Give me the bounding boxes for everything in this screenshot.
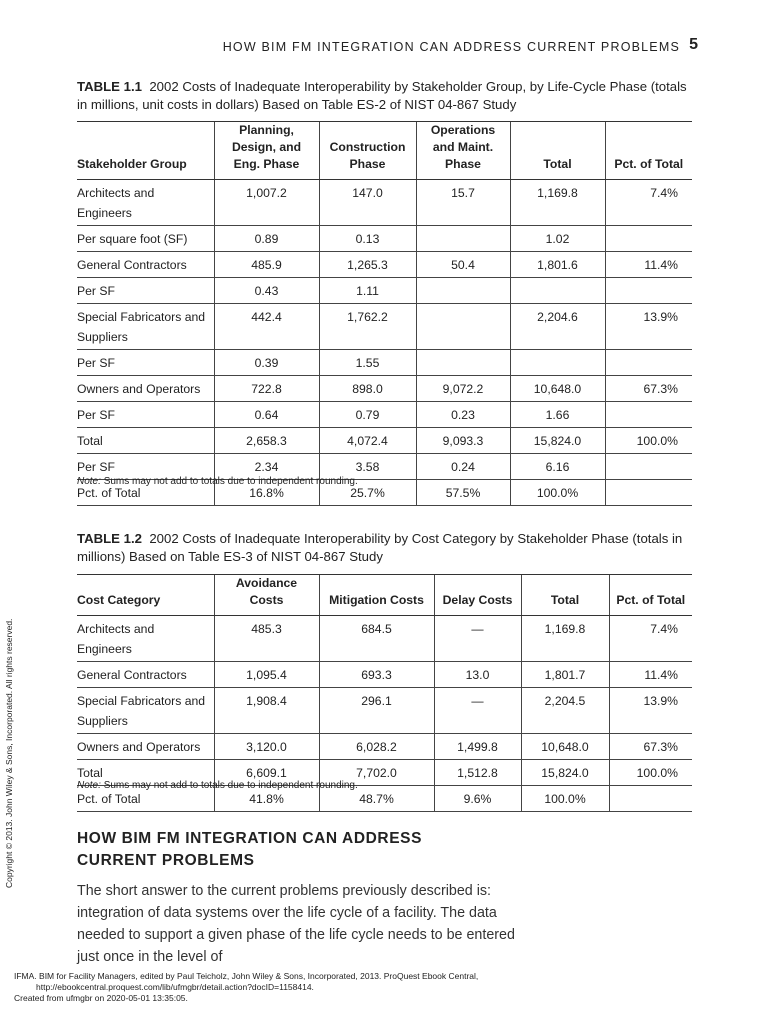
table1-row <box>77 252 692 278</box>
footer-citation <box>14 971 478 1004</box>
table1-note-text: Sums may not add to totals due to independent rounding. <box>103 476 358 487</box>
table2-cell: 1,512.8 <box>434 760 521 786</box>
table1-cell <box>510 278 605 304</box>
table1-cell: 1,007.2 <box>214 180 319 226</box>
table1-cell: 25.7% <box>319 480 416 506</box>
table1-col-header: Planning, Design, and Eng. Phase <box>214 122 319 180</box>
table2-note <box>77 780 358 791</box>
table1-cell: 0.23 <box>416 402 510 428</box>
table1-cell: 50.4 <box>416 252 510 278</box>
table2-cell: 1,908.4 <box>214 688 319 734</box>
table1-cell: 0.13 <box>319 226 416 252</box>
table1-row-label: Per SF <box>77 350 214 376</box>
table1-cell <box>416 278 510 304</box>
table1-cell: 0.24 <box>416 454 510 480</box>
table1-cell: 1,169.8 <box>510 180 605 226</box>
table1-note-label: Note: <box>77 476 101 487</box>
table2-note-label: Note: <box>77 780 101 791</box>
table1-cell: 0.39 <box>214 350 319 376</box>
table1-label: TABLE 1.1 <box>77 79 142 94</box>
table1-cell: 1.02 <box>510 226 605 252</box>
table2-cell: 7,702.0 <box>319 760 434 786</box>
table2-cell: 15,824.0 <box>521 760 609 786</box>
table1-cell <box>416 350 510 376</box>
table1-cell: 16.8% <box>214 480 319 506</box>
table1-row <box>77 402 692 428</box>
table1-cell: 1,801.6 <box>510 252 605 278</box>
table2-row <box>77 616 692 662</box>
table1-cell <box>605 480 692 506</box>
table1-header-row <box>77 122 692 180</box>
table1-cell <box>605 454 692 480</box>
table2-row <box>77 688 692 734</box>
table1-cell: 57.5% <box>416 480 510 506</box>
table1-cell <box>416 304 510 350</box>
table1-cell: 67.3% <box>605 376 692 402</box>
table1-cell: 0.89 <box>214 226 319 252</box>
page-number: 5 <box>689 36 698 53</box>
table2-cell: 10,648.0 <box>521 734 609 760</box>
table1-row-label: Architects and Engineers <box>77 180 214 226</box>
table2-row-label: Total <box>77 760 214 786</box>
table2-col-header: Mitigation Costs <box>319 575 434 616</box>
table1-cell <box>510 350 605 376</box>
table2-cell: — <box>434 616 521 662</box>
table1-cell: 2.34 <box>214 454 319 480</box>
table1-cell: 13.9% <box>605 304 692 350</box>
table1-cell: 722.8 <box>214 376 319 402</box>
table1-cell: 15.7 <box>416 180 510 226</box>
table1-cell: 1,762.2 <box>319 304 416 350</box>
table2-cell: 684.5 <box>319 616 434 662</box>
table1-cell: 4,072.4 <box>319 428 416 454</box>
table2-cell: 67.3% <box>609 734 692 760</box>
table1-row-label: Per SF <box>77 278 214 304</box>
table1-row <box>77 226 692 252</box>
table2-row-label: General Contractors <box>77 662 214 688</box>
table1-cell: 1.55 <box>319 350 416 376</box>
table1-row-label: Owners and Operators <box>77 376 214 402</box>
running-head: HOW BIM FM INTEGRATION CAN ADDRESS CURRENT PROBLEMS <box>222 40 680 54</box>
table1-cell: 11.4% <box>605 252 692 278</box>
table1-caption-text: 2002 Costs of Inadequate Interoperability by Stakeholder Group, by Life-Cycle Phase (totals in millions, unit costs in dollars) Based on Table ES-2 of NIST 04-867 Study <box>77 79 687 112</box>
table1-col-header: Operations and Maint. Phase <box>416 122 510 180</box>
table1-cell: 10,648.0 <box>510 376 605 402</box>
section-heading <box>77 828 537 872</box>
table2-col-header: Cost Category <box>77 575 214 616</box>
table1-cell: 442.4 <box>214 304 319 350</box>
table1-cell: 3.58 <box>319 454 416 480</box>
table1-cell <box>605 278 692 304</box>
table1-cell: 9,072.2 <box>416 376 510 402</box>
table1-row-label: Special Fabricators and Suppliers <box>77 304 214 350</box>
table2-row-label: Pct. of Total <box>77 786 214 812</box>
table2-col-header: Pct. of Total <box>609 575 692 616</box>
table1-col-header: Stakeholder Group <box>77 122 214 180</box>
table1-row-label: Pct. of Total <box>77 480 214 506</box>
table2-cell: 1,095.4 <box>214 662 319 688</box>
table2-cell: 1,499.8 <box>434 734 521 760</box>
table2-cell: 6,028.2 <box>319 734 434 760</box>
section-heading-line1: HOW BIM FM INTEGRATION CAN ADDRESS <box>77 830 423 847</box>
table2-cell: 13.0 <box>434 662 521 688</box>
table1-col-header: Total <box>510 122 605 180</box>
table1-cell: 2,204.6 <box>510 304 605 350</box>
table2-col-header: Avoidance Costs <box>214 575 319 616</box>
table1-cell: 0.43 <box>214 278 319 304</box>
table2-cell: 3,120.0 <box>214 734 319 760</box>
table1-cell: 0.79 <box>319 402 416 428</box>
table2-cell: 100.0% <box>609 760 692 786</box>
table2-cell: 1,801.7 <box>521 662 609 688</box>
table1-col-header: Construction Phase <box>319 122 416 180</box>
table2-caption-text: 2002 Costs of Inadequate Interoperability by Cost Category by Stakeholder Phase (totals in millions) Based on Table ES-3 of NIST 04-867 Study <box>77 531 683 564</box>
table2-row <box>77 662 692 688</box>
table2-cell: 6,609.1 <box>214 760 319 786</box>
table1-cell: 100.0% <box>510 480 605 506</box>
table2-cell: 41.8% <box>214 786 319 812</box>
table2-row <box>77 734 692 760</box>
table1-row-label: General Contractors <box>77 252 214 278</box>
table1-col-header: Pct. of Total <box>605 122 692 180</box>
table1-cell: 15,824.0 <box>510 428 605 454</box>
footer-line3: Created from ufmgbr on 2020-05-01 13:35:05. <box>14 993 188 1003</box>
table2-caption <box>77 530 697 566</box>
table2-cell: 296.1 <box>319 688 434 734</box>
table1-cell: 100.0% <box>605 428 692 454</box>
table1-cell: 898.0 <box>319 376 416 402</box>
table1-row <box>77 278 692 304</box>
table2-cell: 9.6% <box>434 786 521 812</box>
table1-cell: 2,658.3 <box>214 428 319 454</box>
footer-line1: IFMA. BIM for Facility Managers, edited by Paul Teicholz, John Wiley & Sons, Incorporated, 2013. ProQuest Ebook Central, <box>14 971 479 981</box>
table1-note <box>77 476 358 487</box>
table2-header-row <box>77 575 692 616</box>
table2-note-text: Sums may not add to totals due to independent rounding. <box>103 780 358 791</box>
table1-row-label: Total <box>77 428 214 454</box>
section-heading-line2: CURRENT PROBLEMS <box>77 852 255 869</box>
table2-cell: 11.4% <box>609 662 692 688</box>
table1-cell: 1.11 <box>319 278 416 304</box>
table2-cell: 1,169.8 <box>521 616 609 662</box>
table1-cell: 1.66 <box>510 402 605 428</box>
table2-cell: 485.3 <box>214 616 319 662</box>
table2-label: TABLE 1.2 <box>77 531 142 546</box>
table1-row-label: Per SF <box>77 454 214 480</box>
body-paragraph: The short answer to the current problems previously described is: integration of data systems over the life cycle of a facility. The data needed to support a given phase of the life cycle needs to be entered just once in the level of <box>77 883 515 965</box>
table1-cell: 1,265.3 <box>319 252 416 278</box>
table1-cell <box>605 402 692 428</box>
table1-row <box>77 304 692 350</box>
table1 <box>77 121 692 506</box>
table1-cell: 9,093.3 <box>416 428 510 454</box>
table2-cell: 100.0% <box>521 786 609 812</box>
table1-row-label: Per square foot (SF) <box>77 226 214 252</box>
table1-cell: 6.16 <box>510 454 605 480</box>
table1-cell: 485.9 <box>214 252 319 278</box>
table2-cell: 2,204.5 <box>521 688 609 734</box>
footer-line2: http://ebookcentral.proquest.com/lib/ufmgbr/detail.action?docID=1158414. <box>36 982 314 992</box>
table1-row <box>77 350 692 376</box>
table2-row-label: Special Fabricators and Suppliers <box>77 688 214 734</box>
table2-cell: 13.9% <box>609 688 692 734</box>
table2-cell: 7.4% <box>609 616 692 662</box>
table2-cell: 693.3 <box>319 662 434 688</box>
table1-row <box>77 376 692 402</box>
table1-cell <box>605 350 692 376</box>
table1-caption <box>77 78 697 114</box>
table2-col-header: Total <box>521 575 609 616</box>
sidebar-copyright: Copyright © 2013. John Wiley & Sons, Incorporated. All rights reserved. <box>4 618 14 888</box>
table2-cell <box>609 786 692 812</box>
table1-cell: 147.0 <box>319 180 416 226</box>
table2-row-label: Architects and Engineers <box>77 616 214 662</box>
table1-row-label: Per SF <box>77 402 214 428</box>
table2 <box>77 574 692 812</box>
table2-row-label: Owners and Operators <box>77 734 214 760</box>
table1-cell <box>605 226 692 252</box>
table1-cell <box>416 226 510 252</box>
table1-row <box>77 428 692 454</box>
table1-cell: 0.64 <box>214 402 319 428</box>
table1-cell: 7.4% <box>605 180 692 226</box>
table2-col-header: Delay Costs <box>434 575 521 616</box>
table2-cell: — <box>434 688 521 734</box>
table2-cell: 48.7% <box>319 786 434 812</box>
table1-row <box>77 180 692 226</box>
